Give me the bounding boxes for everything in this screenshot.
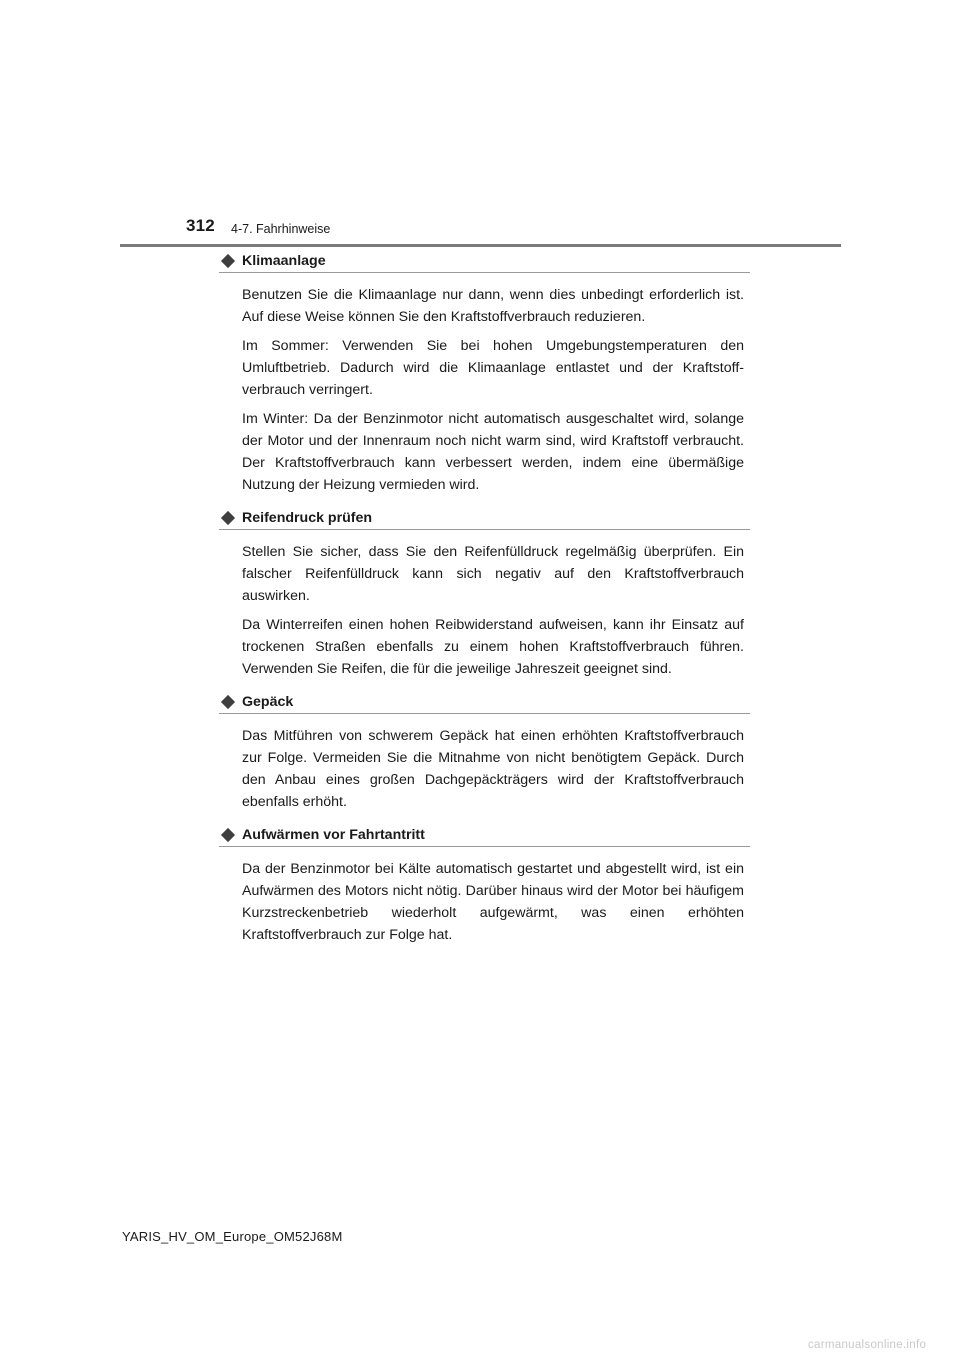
paragraph: Im Sommer: Verwenden Sie bei hohen Umgebungstemperaturen den Umluftbetrieb. Dadurch wird die Klimaanlage entlastet und der Kraftstoffverbrauch verringert. <box>242 338 744 398</box>
section-gepaeck <box>219 694 750 813</box>
section-aufwaermen <box>219 827 750 946</box>
section-heading <box>219 510 750 530</box>
section-heading <box>219 253 750 273</box>
footer-document-id: YARIS_HV_OM_Europe_OM52J68M <box>122 1229 343 1244</box>
paragraph: Im Winter: Da der Benzinmotor nicht automatisch ausgeschaltet wird, solange der Motor und der Innenraum noch nicht warm sind, wird Kraftstoff verbraucht. Der Kraftstoffverbrauch kann verbessert werden, indem eine übermäßige Nutzung der Heizung vermieden wird. <box>242 411 744 493</box>
diamond-icon <box>221 254 235 268</box>
header-divider <box>120 244 841 247</box>
diamond-icon <box>221 695 235 709</box>
section-reifendruck <box>219 510 750 680</box>
paragraph: Das Mitführen von schwerem Gepäck hat einen erhöhten Kraftstoffverbrauch zur Folge. Vermeiden Sie die Mitnahme von nicht benötigtem Gepäck. Durch den Anbau eines großen Dachgepäckträgers wird der Kraftstoffverbrauch ebenfalls erhöht. <box>242 728 744 810</box>
section-heading-text: Reifendruck prüfen <box>242 510 373 526</box>
main-content <box>219 253 750 960</box>
paragraph: Benutzen Sie die Klimaanlage nur dann, wenn dies unbedingt erforderlich ist. Auf diese Weise können Sie den Kraftstoffverbrauch reduzieren. <box>242 287 744 325</box>
watermark-text: carmanualsonline.info <box>808 1339 927 1351</box>
diamond-icon <box>221 511 235 525</box>
chapter-section-label: 4-7. Fahrhinweise <box>231 222 331 236</box>
section-heading-text: Klimaanlage <box>242 253 326 269</box>
section-heading-text: Gepäck <box>242 694 294 710</box>
section-heading <box>219 827 750 847</box>
paragraph: Da Winterreifen einen hohen Reibwiderstand aufweisen, kann ihr Einsatz auf trockenen Straßen ebenfalls zu einem hohen Kraftstoffverbrauch führen. Verwenden Sie Reifen, die für die jeweilige Jahreszeit geeignet sind. <box>242 617 744 677</box>
section-heading-text: Aufwärmen vor Fahrtantritt <box>242 827 425 843</box>
section-heading <box>219 694 750 714</box>
section-klimaanlage <box>219 253 750 496</box>
diamond-icon <box>221 828 235 842</box>
paragraph: Stellen Sie sicher, dass Sie den Reifenfülldruck regelmäßig überprüfen. Ein falscher Reifenfülldruck kann sich negativ auf den Kraftstoffverbrauch auswirken. <box>242 544 744 604</box>
page-number: 312 <box>186 216 215 235</box>
paragraph: Da der Benzinmotor bei Kälte automatisch gestartet und abgestellt wird, ist ein Aufwärmen des Motors nicht nötig. Darüber hinaus wird der Motor bei häufigem Kurzstreckenbetrieb wiederholt aufgewärmt, was einen erhöhten Kraftstoffverbrauch zur Folge hat. <box>242 861 744 943</box>
